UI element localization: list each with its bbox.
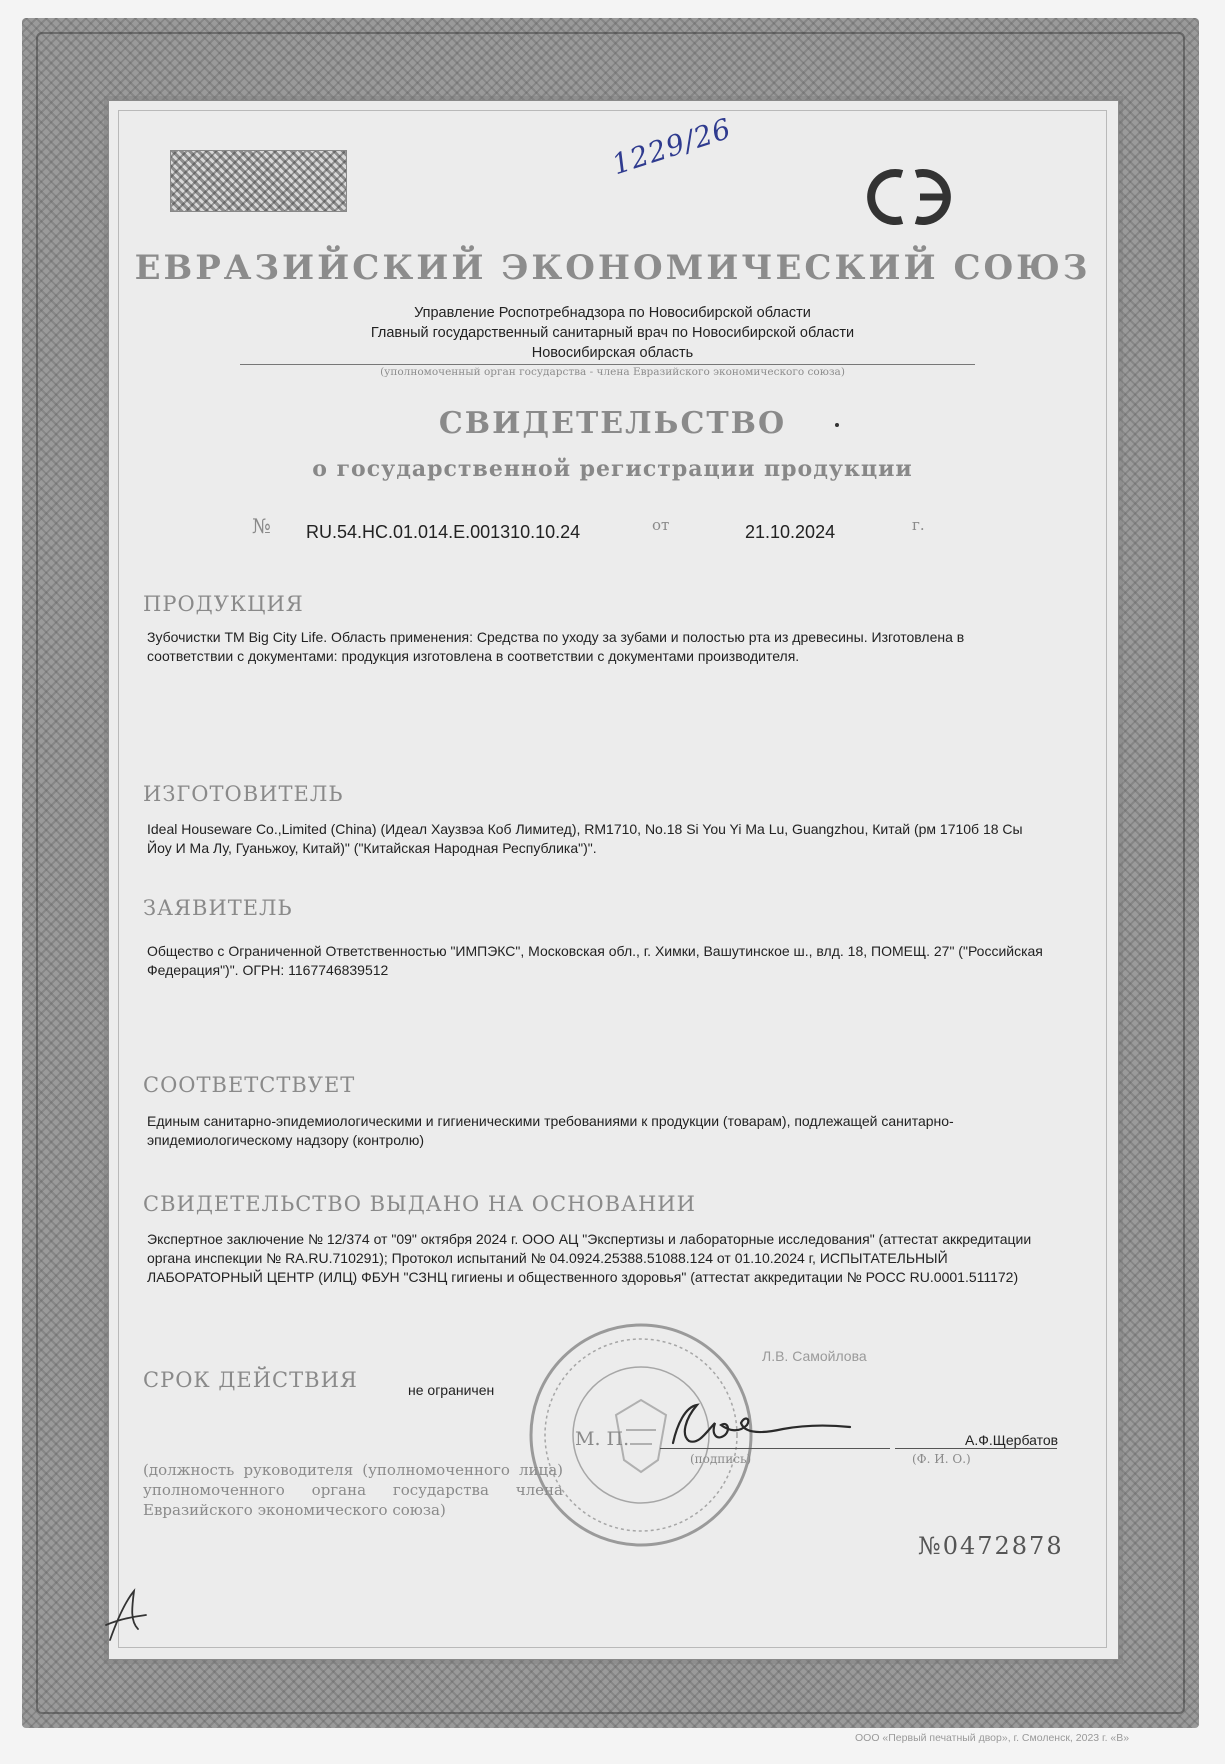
union-title: ЕВРАЗИЙСКИЙ ЭКОНОМИЧЕСКИЙ СОЮЗ [134,248,1091,288]
second-signer-name: Л.В. Самойлова [762,1348,867,1364]
signer-name: А.Ф.Щербатов [965,1432,1059,1448]
form-number: №0472878 [918,1532,1064,1560]
signature-line [660,1448,890,1449]
year-suffix: г. [912,516,925,534]
certificate-subtitle: о государственной регистрации продукции [312,456,913,482]
seal-place-label: М. П. [575,1428,630,1450]
issuing-authority [0,303,1225,363]
validity-heading: СРОК ДЕЙСТВИЯ [143,1368,358,1392]
printer-footer: ООО «Первый печатный двор», г. Смоленск, 2023 г. «В» [855,1732,1130,1744]
from-label: от [652,516,670,534]
certificate-number: RU.54.НС.01.014.Е.001310.10.24 [306,522,581,542]
basis-text: Экспертное заключение № 12/374 от "09" октября 2024 г. ООО АЦ "Экспертизы и лабораторные исследования" (аттестат аккредитации органа инспекции № RA.RU.710291); Протокол испытаний № 04.0924.25388.51088.124 от 01.10.2024 г, ИСПЫТАТЕЛЬНЫЙ ЛАБОРАТОРНЫЙ ЦЕНТР (ИЛЦ) ФБУН "СЗНЦ гигиены и общественного здоровья" (аттестат аккредитации № РОСС RU.0001.511172) [147,1231,1032,1285]
ink-dot [835,423,839,427]
eac-ce-logo-icon [858,164,962,230]
fio-caption: (Ф. И. О.) [912,1452,971,1466]
certificate-date: 21.10.2024 [745,522,836,542]
manufacturer-heading: ИЗГОТОВИТЕЛЬ [143,782,344,806]
product-heading: ПРОДУКЦИЯ [143,592,304,616]
number-label: № [252,514,271,538]
authority-underline [240,364,975,365]
applicant-text: Общество с Ограниченной Ответственностью "ИМПЭКС", Московская обл., г. Химки, Вашутинское ш., влд. 18, ПОМЕЩ. 27" ("Российская Федерация")". ОГРН: 1167746839512 [147,943,1043,978]
manufacturer-text: Ideal Houseware Co.,Limited (China) (Идеал Хаузвэа Коб Лимитед), RM1710, No.18 Si You Yi Ma Lu, Guangzhou, Китай (рм 1710б 18 Сы Йоу И Ма Лу, Гуаньжоу, Китай)" ("Китайская Народная Республика")". [147,821,1023,856]
position-caption: (должность руководителя (уполномоченного лица) уполномоченного органа государства члена Евразийского экономического союза) [143,1461,563,1519]
applicant-heading: ЗАЯВИТЕЛЬ [143,896,293,920]
signature-caption: (подпись) [690,1452,752,1466]
certificate-title: СВИДЕТЕЛЬСТВО [438,406,787,441]
validity-value: не ограничен [408,1382,495,1398]
basis-heading: СВИДЕТЕЛЬСТВО ВЫДАНО НА ОСНОВАНИИ [143,1192,696,1216]
authority-line-1: Управление Роспотребнадзора по Новосибирской области [414,305,811,321]
handwritten-initials-icon [102,1585,152,1645]
authority-line-3: Новосибирская область [531,345,694,361]
complies-text: Единым санитарно-эпидемиологическими и гигиеническими требованиями к продукции (товарам), подлежащей санитарно-эпидемиологическому надзору (контролю) [147,1113,954,1148]
authority-caption: (уполномоченный орган государства - члена Евразийского экономического союза) [380,366,845,378]
handwritten-signature-icon [655,1395,855,1455]
hologram-seal-icon [170,150,347,212]
handwritten-registration-number: 1229/26 [607,111,736,182]
product-text: Зубочистки ТМ Big City Life. Область применения: Средства по уходу за зубами и полостью рта из древесины. Изготовлена в соответствии с документами: продукция изготовлена в соответствии с документами производителя. [147,629,965,664]
complies-heading: СООТВЕТСТВУЕТ [143,1073,356,1097]
name-line [895,1448,1057,1449]
authority-line-2: Главный государственный санитарный врач по Новосибирской области [370,325,855,341]
